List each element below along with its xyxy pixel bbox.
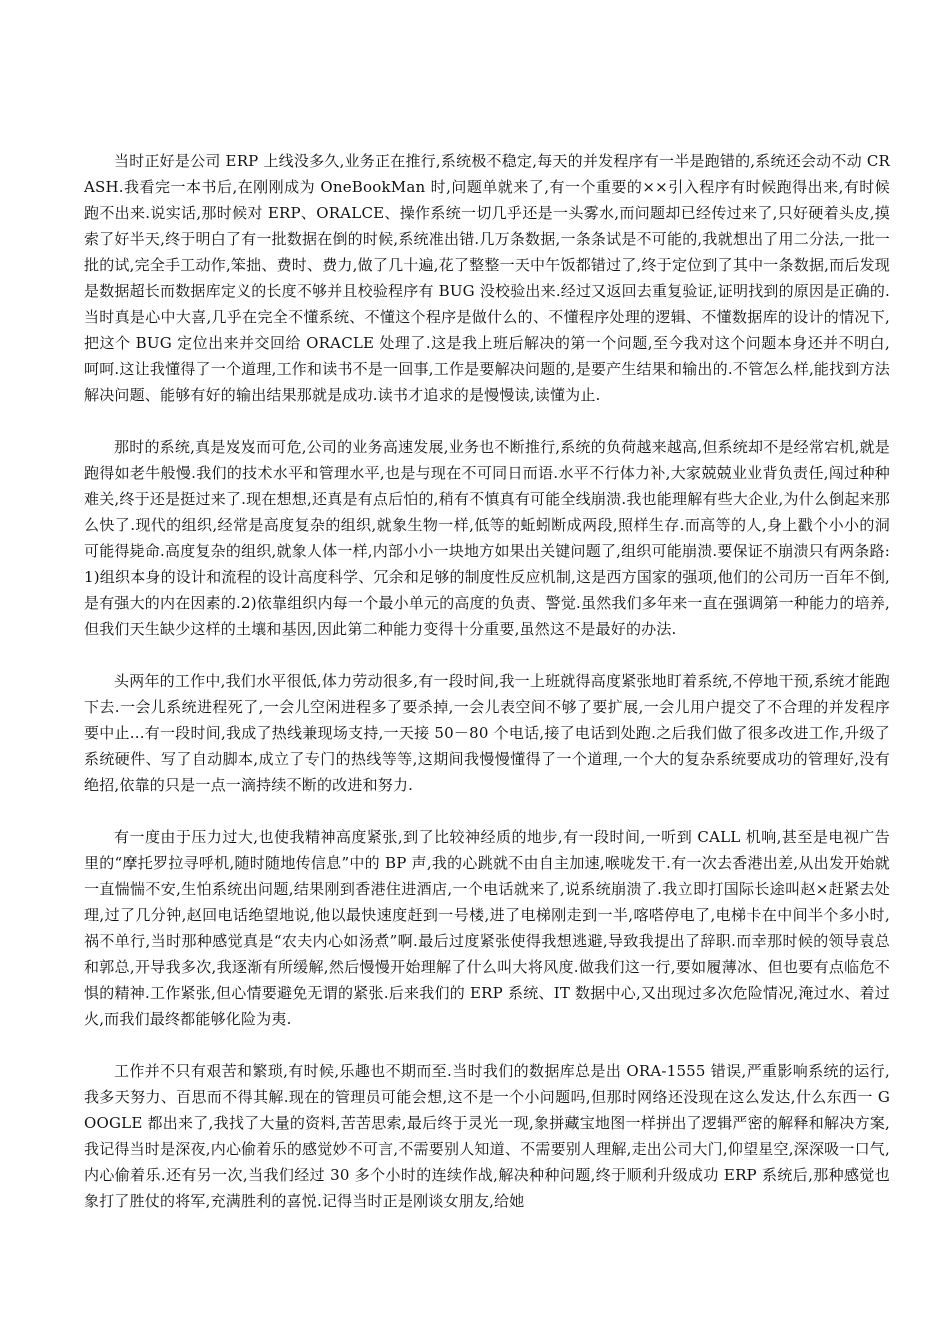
paragraph-joy-of-solving: 工作并不只有艰苦和繁琐,有时候,乐趣也不期而至.当时我们的数据库总是出 ORA-1555 错误,严重影响系统的运行,我多天努力、百思而不得其解.现在的管理员可能会想,这不是一个小问题吗,但那时网络还没现在这么发达,什么东西一 GOOGLE 都出来了,我找了大量的资料,苦苦思索,最后终于灵光一现,象拼藏宝地图一样拼出了逻辑严密的解释和解决方案,我记得当时是深夜,内心偷着乐的感觉妙不可言,不需要别人知道、不需要别人理解,走出公司大门,仰望星空,深深吸一口气,内心偷着乐.还有另一次,当我们经过 30 多个小时的连续作战,解决种种问题,终于顺利升级成功 ERP 系统后,那种感觉也象打了胜仗的将军,充满胜利的喜悦.记得当时正是刚谈女朋友,给她 bbox=[84, 1062, 890, 1210]
paragraph-erp-first-bug: 当时正好是公司 ERP 上线没多久,业务正在推行,系统极不稳定,每天的并发程序有一半是跑错的,系统还会动不动 CRASH.我看完一本书后,在刚刚成为 OneBookMan 时,问题单就来了,有一个重要的××引入程序有时候跑得出来,有时候跑不出来.说实话,那时候对 ERP、ORALCE、操作系统一切几乎还是一头雾水,而问题却已经传过来了,只好硬着头皮,摸索了好半天,终于明白了有一批数据在倒的时候,系统准出错.几万条数据,一条条试是不可能的,我就想出了用二分法,一批一批的试,完全手工动作,笨拙、费时、费力,做了几十遍,花了整整一天中午饭都错过了,终于定位到了其中一条数据,而后发现是数据超长而数据库定义的长度不够并且校验程序有 BUG 没校验出来.经过又返回去重复验证,证明找到的原因是正确的.当时真是心中大喜,几乎在完全不懂系统、不懂这个程序是做什么的、不懂程序处理的逻辑、不懂数据库的设计的情况下,把这个 BUG 定位出来并交回给 ORACLE 处理了.这是我上班后解决的第一个问题,至今我对这个问题本身还并不明白,呵呵.这让我懂得了一个道理,工作和读书不是一回事,工作是要解决问题的,是要产生结果和输出的.不管怎么样,能找到方法解决问题、能够有好的输出结果那就是成功.读书才追求的是慢慢读,读懂为止. bbox=[84, 152, 890, 404]
paragraph-system-fragility: 那时的系统,真是岌岌而可危,公司的业务高速发展,业务也不断推行,系统的负荷越来越高,但系统却不是经常宕机,就是跑得如老牛般慢.我们的技术水平和管理水平,也是与现在不可同日而语.水平不行体力补,大家兢兢业业背负责任,闯过种种难关,终于还是挺过来了.现在想想,还真是有点后怕的,稍有不慎真有可能全线崩溃.我也能理解有些大企业,为什么倒起来那么快了.现代的组织,经常是高度复杂的组织,就象生物一样,低等的蚯蚓断成两段,照样生存.而高等的人,身上戳个小小的洞可能得毙命.高度复杂的组织,就象人体一样,内部小小一块地方如果出关键问题了,组织可能崩溃.要保证不崩溃只有两条路:1)组织本身的设计和流程的设计高度科学、冗余和足够的制度性反应机制,这是西方国家的强项,他们的公司历一百年不倒,是有强大的内在因素的.2)依靠组织内每一个最小单元的高度的负责、警觉.虽然我们多年来一直在强调第一种能力的培养,但我们天生缺少这样的土壤和基因,因此第二种能力变得十分重要,虽然这不是最好的办法. bbox=[84, 438, 890, 638]
document-body bbox=[84, 148, 890, 1214]
paragraph-pressure-and-composure: 有一度由于压力过大,也使我精神高度紧张,到了比较神经质的地步,有一段时间,一听到 CALL 机响,甚至是电视广告里的“摩托罗拉寻呼机,随时随地传信息”中的 BP 声,我的心跳就不由自主加速,喉咙发干.有一次去香港出差,从出发开始就一直惴惴不安,生怕系统出问题,结果刚到香港住进酒店,一个电话就来了,说系统崩溃了.我立即打国际长途叫赵×赶紧去处理,过了几分钟,赵回电话绝望地说,他以最快速度赶到一号楼,进了电梯刚走到一半,喀嗒停电了,电梯卡在中间半个多小时,祸不单行,当时那种感觉真是“农夫内心如汤煮”啊.最后过度紧张使得我想逃避,导致我提出了辞职.而幸那时候的领导袁总和郭总,开导我多次,我逐渐有所缓解,然后慢慢开始理解了什么叫大将风度.做我们这一行,要如履薄冰、但也要有点临危不惧的精神.工作紧张,但心情要避免无谓的紧张.后来我们的 ERP 系统、IT 数据中心,又出现过多次危险情况,淹过水、着过火,而我们最终都能够化险为夷. bbox=[84, 828, 890, 1028]
paragraph-early-workload: 头两年的工作中,我们水平很低,体力劳动很多,有一段时间,我一上班就得高度紧张地盯着系统,不停地干预,系统才能跑下去.一会儿系统进程死了,一会儿空闲进程多了要杀掉,一会儿表空间不够了要扩展,一会儿用户提交了不合理的并发程序要中止...有一段时间,我成了热线兼现场支持,一天接 50－80 个电话,接了电话到处跑.之后我们做了很多改进工作,升级了系统硬件、写了自动脚本,成立了专门的热线等等,这期间我慢慢懂得了一个道理,一个大的复杂系统要成功的管理好,没有绝招,依靠的只是一点一滴持续不断的改进和努力. bbox=[84, 672, 890, 794]
